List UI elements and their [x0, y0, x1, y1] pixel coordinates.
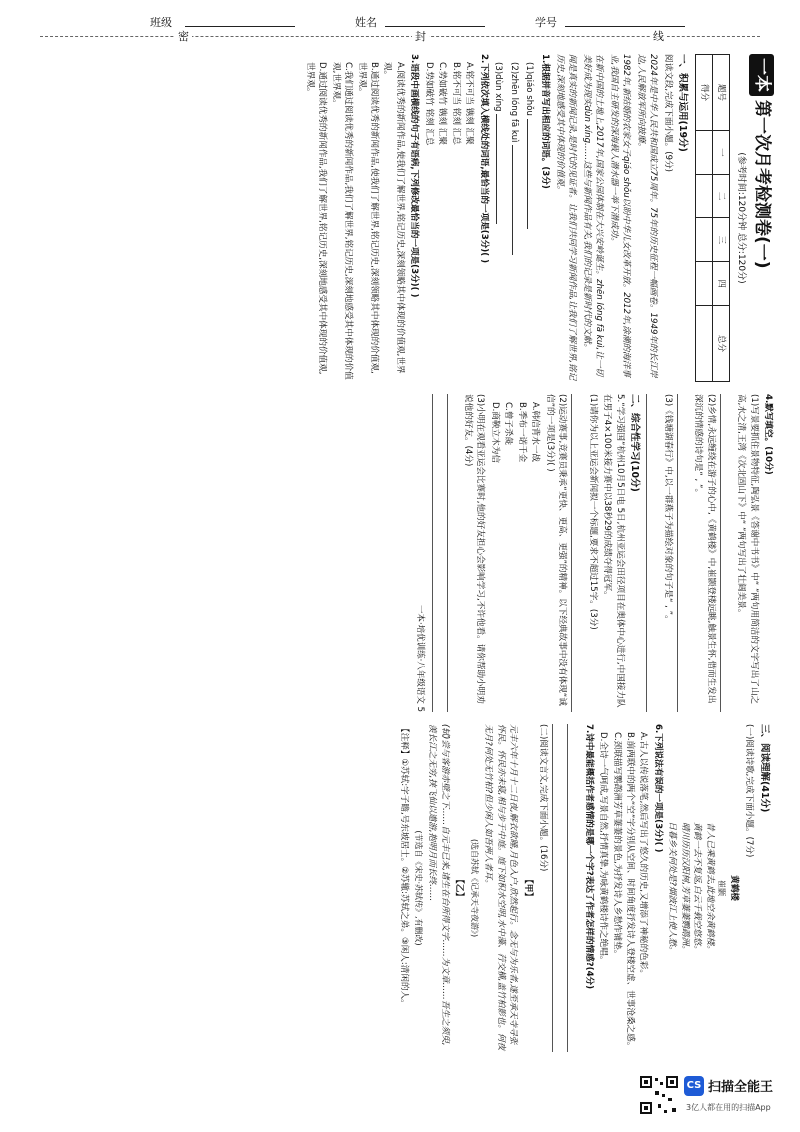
fill-item: (3)《钱塘湖春行》中,以一群燕子为描绘对象的句子是“ , ”。 [662, 394, 673, 624]
answer-line[interactable] [447, 394, 459, 712]
table-cell: 总分 [713, 305, 730, 381]
column-1 [20, 48, 780, 388]
question-6: 6.下列说法有误的一项是(3分)( ) [652, 724, 663, 853]
option-c[interactable]: C.曾子杀彘 [503, 402, 514, 446]
column-2 [20, 388, 780, 718]
option-a[interactable]: A.铭不可当 镌刻 汇聚 [464, 62, 475, 145]
option-a[interactable]: A.阅读优秀的新闻作品,使我们了解世界,铭记历史,深刻领略其中体现的价值观,世界观。 [382, 62, 405, 374]
poem-line: 昔人已乘黄鹤去,此地空余黄鹤楼。 [704, 822, 715, 954]
classical-text: (轼)尝与客游赤壁之下……自元丰已来,诸生在台所得文字……为文章……吾生之须臾,羡长江之无穷,挟飞仙以遨游,抱明月而长终…… [427, 724, 450, 1046]
table-cell: 一 [713, 131, 730, 175]
option-c[interactable]: C.势如破竹 镌刻 汇聚 [437, 62, 448, 145]
annotation-note: 【注释】①苏轼:字子瞻,号东坡居士。②苏辙:苏轼之弟。③闲人:清闲的人。 [399, 724, 410, 1008]
id-label: 学号 [535, 16, 557, 29]
score-cell[interactable] [696, 262, 713, 306]
name-field[interactable] [385, 26, 485, 27]
seal-char-1: 密 [175, 28, 192, 44]
cs-logo-icon: CS [684, 1076, 704, 1096]
section-heading: 三、阅读理解(41分) [759, 724, 770, 813]
score-cell[interactable] [696, 131, 713, 175]
classical-text: 元丰六年十月十二日夜,解衣欲睡,月色入户,欣然起行。念无与为乐者,遂至承天寺寻张怀民。怀民亦未寝,相与步于中庭。庭下如积水空明,水中藻、荇交横,盖竹柏影也。何夜无月?何处无竹柏?但少闲人如吾两人者耳。 [483, 724, 519, 1051]
exam-title [749, 54, 774, 382]
option-d[interactable]: D.势如破竹 铭刻 汇总 [423, 62, 434, 146]
sheet-header [0, 0, 800, 46]
text-source: (选自苏轼《记承天寺夜游》) [469, 838, 479, 938]
id-field[interactable] [565, 26, 685, 27]
scanner-watermark [638, 1074, 788, 1124]
option-c[interactable]: C.我们通过阅读优秀的新闻作品,我们了解世界,铭记历史,深刻地感受其中体现的价值观,世界观。 [330, 62, 354, 380]
answer-blank[interactable] [527, 119, 537, 229]
passage-line: 2024年是中华人民共和国成立75周年。75年的历史征程一幅画卷。1949年的长江岸边,人民解放军所向披靡。 [635, 54, 659, 378]
answer-line[interactable] [677, 394, 689, 712]
table-cell: 三 [713, 218, 730, 262]
class-label: 班级 [150, 16, 172, 29]
score-cell[interactable] [696, 174, 713, 218]
answer-line[interactable] [567, 724, 579, 1052]
score-cell[interactable] [696, 305, 713, 381]
table-cell: 四 [713, 262, 730, 306]
poem-title: 黄鹤楼 [728, 875, 739, 901]
passage-intro: 阅读文段,完成下面小题。(9分) [662, 54, 673, 173]
table-row [713, 55, 730, 382]
section-heading: 二、综合性学习(10分) [629, 394, 641, 492]
seal-char-2: 封 [412, 28, 429, 44]
column-3 [20, 718, 780, 1058]
question-2: 2.下列依次填入横线处的词语,最恰当的一项是(3分)( ) [478, 54, 489, 264]
passage-line: 闻是真实的新闻记录,是时代的见证者。让我们共同学习新闻作品,让我们了解世界,铭记历史,深刻地感受其中体现的价值观。 [554, 54, 578, 381]
option-a[interactable]: A.韩信背水一战 [530, 402, 541, 463]
option-d[interactable]: D.通过阅读优秀的新闻作品,我们了解世界,铭记历史,深刻地感受其中体现的价值观,世界观。 [304, 62, 328, 375]
section-heading: 一、积累与运用(19分) [677, 54, 689, 152]
table-cell: 题号 [713, 55, 730, 131]
pinyin-text: (1)qiáo shǒu [524, 62, 535, 116]
poem-line: 黄鹤一去不复返,白云千载空悠悠。 [692, 822, 703, 954]
sub-question: (3)小明在观看亚运会比赛时,他的好友担心会影响学习,不许他看。请你帮助小明劝说他的好友。(4分) [462, 394, 486, 704]
fill-item: (2)乡情,永远缠绕在游子的心中,《黄鹤楼》中,崔颢登楼远眺,触景生怀,借而生发出深沉的情感的诗句是“ , ”。 [693, 394, 716, 704]
pinyin-text: (2)zhēn lóng fā kuì [508, 62, 519, 143]
seal-char-3: 线 [650, 28, 667, 44]
passage-line: 1982年,新结婚的农家女子qiáo shǒu以盼中华儿女改革开放。2012年,涂潮的海洋事业,我国自主研发的深海载人潜水器一举下潜成功。 [608, 54, 632, 377]
poem-line: 日暮乡关何处是?烟波江上使人愁。 [667, 821, 678, 955]
option-b[interactable]: B.季布一诺千金 [516, 402, 527, 463]
answer-blank[interactable] [496, 114, 506, 224]
page-footer: 一本·培优训练·八年级语文 5 [414, 604, 425, 712]
option-c[interactable]: C.颈联描写鹦鹉洲芳草萋萋的景色,为抒发诗人乡愁作铺垫。 [611, 732, 622, 959]
brand-badge: 一本 [749, 54, 774, 96]
answer-line[interactable] [646, 394, 658, 712]
answer-line[interactable] [432, 394, 444, 712]
option-d[interactable]: D.全诗一气呵成,写景自然,抒情真挚,为咏黄鹤楼诗作之绝唱。 [598, 732, 609, 965]
fill-item: (1)写景要抓住景物特征,陶弘景《答谢中书书》中“ ”两句用简洁的文字写出了山之高,水之清,王湾《次北固山下》中“ ”两句写出了壮阔美景。 [736, 394, 759, 705]
text-label-yi: 【乙】 [454, 875, 465, 901]
poem-line: 晴川历历汉阳树,芳草萋萋鹦鹉洲。 [679, 822, 690, 954]
answer-line[interactable] [720, 394, 732, 712]
sub-question: (1)请你为以上亚运会新闻拟一个标题,要求不超过15字。(3分) [587, 394, 598, 630]
question-7: 7.诗中最能概括作者感情的是哪一个字?表达了作者怎样的情感?(4分) [583, 724, 594, 990]
answer-line[interactable] [571, 394, 583, 712]
option-a[interactable]: A.古人以传说落笔,然后写出了悠久的历史,又增添了神秘的色彩。 [638, 732, 649, 978]
option-b[interactable]: B.铭不可当 铭刻 汇总 [450, 62, 461, 145]
seal-line [40, 30, 760, 43]
text-source: (节选自《宋史·苏轼传》,有删改) [413, 830, 423, 946]
pinyin-text: (3)dùn xíng [493, 62, 504, 112]
text-label-jia: 【甲】 [522, 875, 533, 901]
rotated-content [20, 48, 780, 1058]
question-3: 3.语段中画横线的句子有语病,下列修改最恰当的一项是(3分)( ) [409, 54, 420, 298]
pinyin-item [523, 62, 537, 382]
option-b[interactable]: B.通过阅读优秀的新闻作品,使我们了解世界,铭记历史,深刻领略其中体现的价值观,世界观。 [356, 62, 380, 374]
question-4: 4.默写填空。(10分) [763, 394, 773, 475]
class-field[interactable] [185, 26, 295, 27]
exam-page [20, 48, 780, 1058]
option-d[interactable]: D.商鞅立木为信 [489, 402, 500, 463]
table-cell: 二 [713, 174, 730, 218]
sub-heading: (二)阅读文言文,完成下面小题。(16分) [538, 724, 549, 872]
sub-question: (2)运动赛事,竞赛员秉承“更快、更高、更强”的精神。以下经典故事中没有体现“诚信”的一项是(3分)( ) [544, 394, 568, 706]
pinyin-item [507, 62, 521, 382]
question-5: 5.“学习强国”杭州10月5日电 5日,杭州亚运会田径项目在奥体中心进行,中国接力队在男子4×100米接力赛中以38秒29的成绩夺得冠军。 [602, 394, 625, 708]
name-label: 姓名 [355, 16, 377, 29]
app-tagline: 3亿人都在用的扫描App [686, 1103, 771, 1112]
answer-line[interactable] [552, 724, 564, 1052]
qr-code-icon [638, 1074, 680, 1116]
pinyin-item [492, 62, 506, 382]
passage-line: 在新中国的土地上,2017年,国家公园体制在大兴安岭诞生。zhēn lóng fā kuì,让一切美好成为现实dùn xíng……这些与新闻作品有关,我们的记录是新时代的文献。 [581, 54, 605, 377]
score-table [695, 54, 730, 382]
exam-title-text: 第一次月考检测卷(一) [752, 100, 772, 269]
table-row [696, 55, 713, 382]
exam-subtitle: (参考时间:120分钟 总分:120分) [736, 152, 747, 284]
table-cell: 得分 [696, 55, 713, 131]
option-b[interactable]: B.前两联中的两个“空”字分别从空间、时间角度抒发诗人登楼空虚、世事沧桑之感。 [625, 732, 636, 1051]
question-1: 1.根据拼音写出相应的词语。(3分) [540, 54, 551, 189]
poem-author: 崔颢 [717, 880, 727, 896]
app-name: 扫描全能王 [708, 1080, 774, 1095]
sub-heading: (一)阅读诗歌,完成下面小题。(7分) [744, 724, 755, 858]
score-cell[interactable] [696, 218, 713, 262]
answer-blank[interactable] [512, 145, 522, 255]
